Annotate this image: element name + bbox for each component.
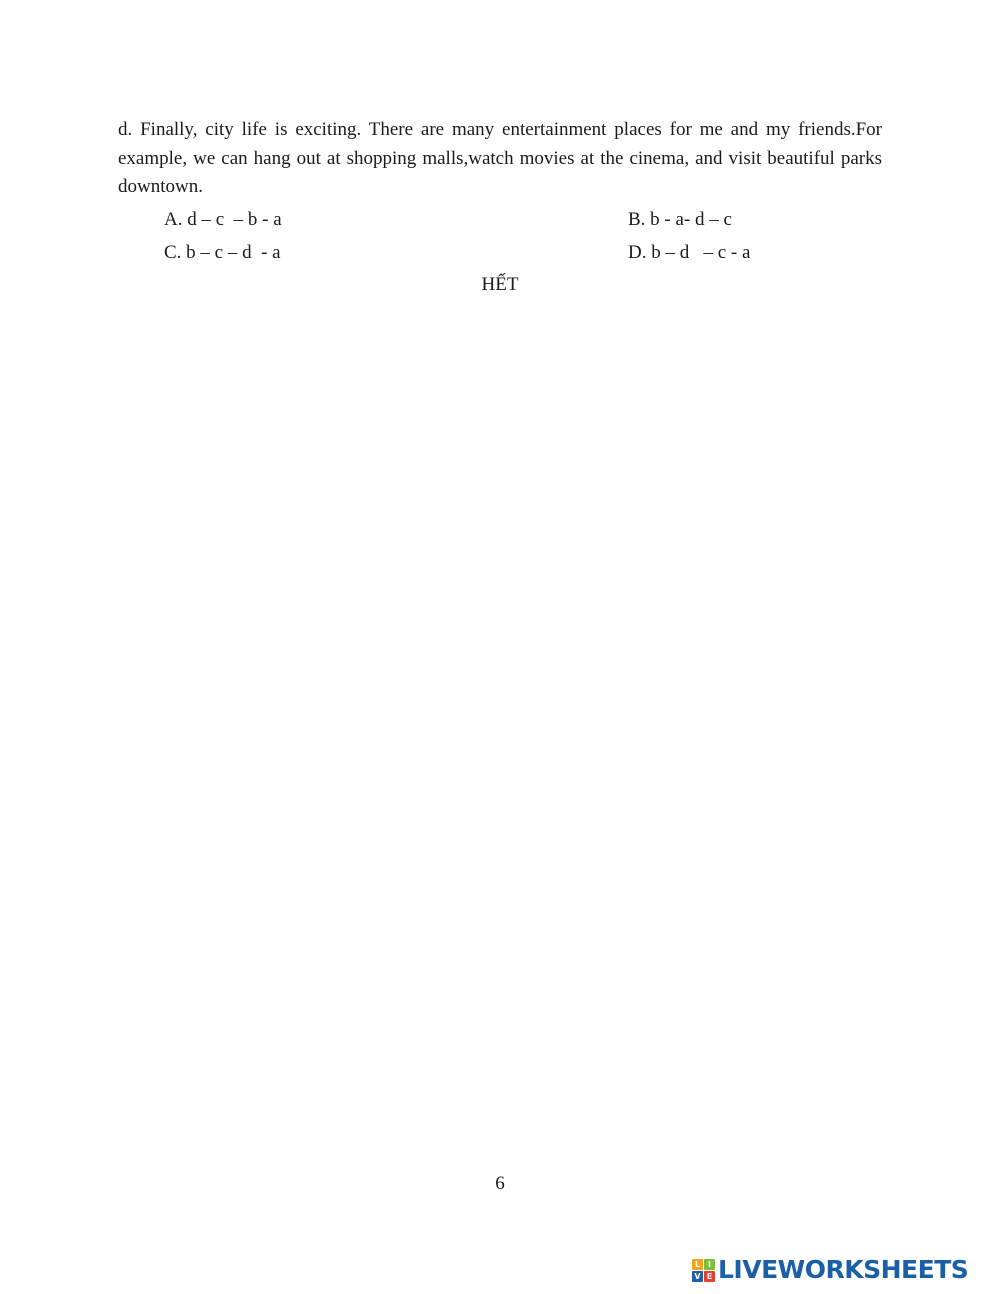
liveworksheets-logo[interactable]	[692, 1253, 968, 1287]
logo-mark-v: V	[692, 1271, 703, 1282]
option-c: C. b – c – d - a	[164, 242, 281, 263]
option-b: B. b - a- d – c	[628, 209, 732, 230]
option-a: A. d – c – b - a	[164, 209, 282, 230]
option-d: D. b – d – c - a	[628, 242, 751, 263]
live-logo-icon	[692, 1259, 715, 1282]
paragraph-d: d. Finally, city life is exciting. There are many entertainment places for me and my friends.For example, we can hang out at shopping malls,watch movies at the cinema, and visit beautiful parks downtown.	[118, 119, 882, 197]
logo-mark-i: I	[704, 1259, 715, 1270]
logo-text: LIVEWORKSHEETS	[718, 1255, 969, 1284]
page-number: 6	[495, 1173, 505, 1194]
logo-mark-e: E	[704, 1271, 715, 1282]
logo-mark-l: L	[692, 1259, 703, 1270]
end-mark: HẾT	[481, 274, 519, 295]
